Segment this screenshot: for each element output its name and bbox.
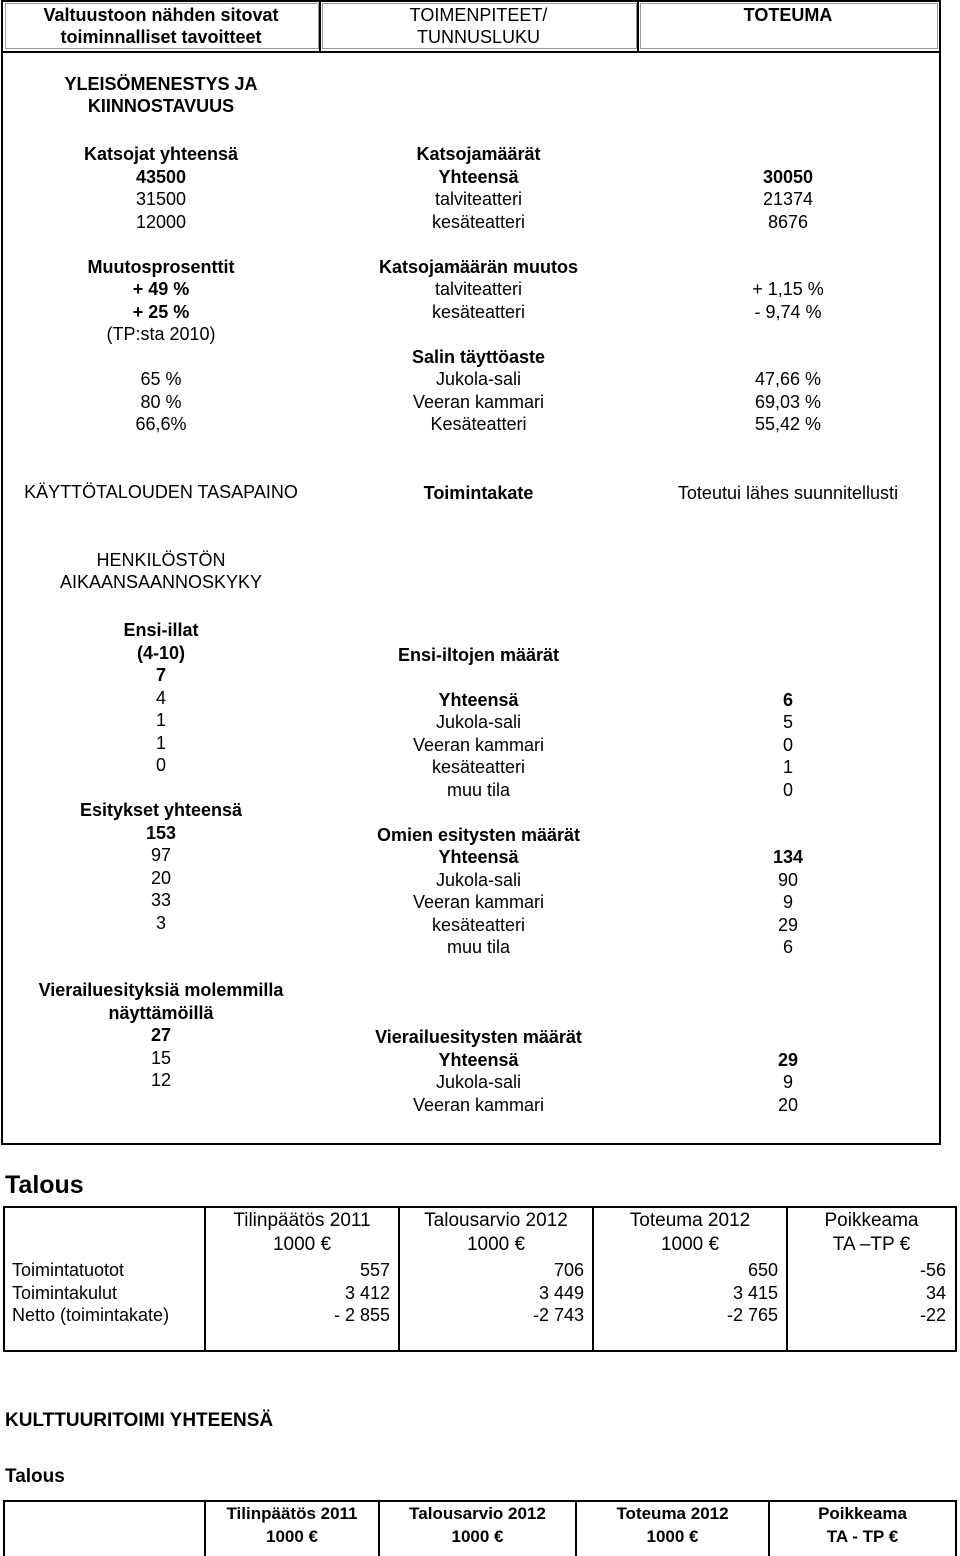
talous-values-col3 <box>594 1259 778 1327</box>
table-border-left <box>1 0 3 1145</box>
text-line <box>640 981 936 1004</box>
henkilosto-col1 <box>5 619 317 1092</box>
text-line: 97 <box>150 845 172 865</box>
kt-table-right <box>955 1500 957 1556</box>
text-line <box>640 824 936 847</box>
text-line <box>322 323 635 346</box>
text-line <box>5 346 317 369</box>
table-cell: - 2 855 <box>333 1305 390 1325</box>
text-line <box>322 1004 635 1027</box>
section-heading-henkilosto: HENKILÖSTÖN AIKAANSAANNOSKYKY <box>59 550 263 592</box>
table-border-top <box>1 0 941 2</box>
text-line: 9 <box>782 1072 793 1092</box>
text-line: 0 <box>782 779 793 800</box>
table-row-label: Netto (toimintakate) <box>12 1305 170 1325</box>
text-line: + 49 % <box>132 279 190 299</box>
kulttuuritoimi-heading: KULTTUURITOIMI YHTEENSÄ <box>5 1410 274 1431</box>
text-line: Katsojamäärät <box>416 144 541 164</box>
text-line: kesäteatteri <box>431 301 526 322</box>
text-line: 33 <box>150 890 172 910</box>
talous-values-col4 <box>788 1259 946 1327</box>
text-line: 12 <box>150 1070 172 1090</box>
text-line: Yhteensä <box>438 1049 519 1070</box>
table-cell: -2 743 <box>532 1305 584 1325</box>
talous-table-top <box>3 1206 957 1208</box>
yleisomenestys-col2 <box>322 143 635 436</box>
text-line: Jukola-sali <box>435 869 522 890</box>
talous-col-header: Toteuma 2012 1000 € <box>629 1210 751 1255</box>
text-line: 8676 <box>767 211 809 232</box>
text-line <box>640 346 936 369</box>
table-cell: 706 <box>553 1260 584 1280</box>
text-line: 29 <box>777 914 799 935</box>
text-line: Vierailuesityksiä molemmilla <box>38 980 284 1000</box>
text-line <box>5 957 317 980</box>
table-cell: 3 415 <box>732 1282 778 1303</box>
talous-col-header: Tilinpäätös 2011 1000 € <box>233 1210 371 1255</box>
text-line: 47,66 % <box>754 369 822 389</box>
text-line <box>640 1026 936 1049</box>
header-col1: Valtuustoon nähden sitovat toiminnalliset tavoitteet <box>43 5 279 47</box>
text-line <box>322 621 635 644</box>
text-line: 69,03 % <box>754 391 822 412</box>
table-cell: 34 <box>925 1282 946 1303</box>
text-line: + 1,15 % <box>752 279 824 299</box>
text-line: 1 <box>782 757 793 777</box>
text-line: Yhteensä <box>438 689 519 710</box>
header-vdivider-2 <box>637 0 639 52</box>
text-line: Ensi-iltojen määrät <box>397 644 560 665</box>
text-line: Kesäteatteri <box>430 414 527 434</box>
text-line <box>640 323 936 346</box>
text-line: 20 <box>777 1094 799 1115</box>
text-line <box>640 233 936 256</box>
text-line: 0 <box>155 755 166 775</box>
text-line: Jukola-sali <box>435 1072 522 1092</box>
text-line: 5 <box>782 712 793 732</box>
text-line <box>322 801 635 824</box>
text-line: Salin täyttöaste <box>411 346 546 367</box>
kulttuuritoimi-talous-heading: Talous <box>5 1466 65 1487</box>
text-line: kesäteatteri <box>431 914 526 935</box>
talous-row-labels <box>12 1259 202 1327</box>
text-line: - 9,74 % <box>754 301 822 322</box>
talous-values-col2 <box>400 1259 584 1327</box>
text-line: Yhteensä <box>438 847 519 867</box>
yleisomenestys-col3 <box>640 143 936 436</box>
text-line: 6 <box>782 689 793 710</box>
text-line: 66,6% <box>135 414 187 434</box>
kayttotalous-label: KÄYTTÖTALOUDEN TASAPAINO <box>24 482 298 502</box>
table-cell: 557 <box>359 1260 390 1280</box>
text-line: 12000 <box>135 211 187 232</box>
talous-table-right <box>955 1206 957 1352</box>
text-line: 0 <box>782 734 793 755</box>
text-line <box>322 666 635 689</box>
section-heading-yleisomenestys: YLEISÖMENESTYS JA KIINNOSTAVUUS <box>64 74 258 116</box>
text-line: 29 <box>777 1049 799 1070</box>
kt-col-header: Toteuma 2012 1000 € <box>616 1504 729 1546</box>
text-line: 3 <box>155 912 166 933</box>
text-line: 1 <box>155 710 166 730</box>
talous-col-header: Poikkeama TA –TP € <box>824 1210 919 1255</box>
text-line: 27 <box>150 1025 172 1045</box>
text-line <box>322 959 635 982</box>
talous-heading: Talous <box>5 1171 84 1199</box>
text-line: kesäteatteri <box>431 757 526 777</box>
text-line: Veeran kammari <box>412 892 545 912</box>
table-cell: -56 <box>919 1260 946 1280</box>
text-line: Veeran kammari <box>412 1094 545 1115</box>
header-col2: TOIMENPITEET/ TUNNUSLUKU <box>409 5 548 47</box>
text-line: 55,42 % <box>754 414 822 434</box>
text-line: Muutosprosenttit <box>87 256 235 277</box>
kt-table-top <box>3 1500 957 1502</box>
text-line: 31500 <box>135 189 187 209</box>
text-line: 21374 <box>762 189 814 209</box>
talous-values-col1 <box>206 1259 390 1327</box>
text-line: 9 <box>782 892 793 912</box>
talous-table-left <box>3 1206 5 1352</box>
text-line: Veeran kammari <box>412 391 545 412</box>
text-line <box>640 143 936 166</box>
table-cell: 3 412 <box>344 1282 390 1303</box>
text-line <box>640 256 936 279</box>
table-border-bottom <box>1 1143 941 1145</box>
text-line: 7 <box>155 665 166 685</box>
table-cell: 650 <box>747 1260 778 1280</box>
text-line: 153 <box>145 822 177 843</box>
text-line <box>5 777 317 800</box>
text-line: Jukola-sali <box>435 369 522 389</box>
text-line: 80 % <box>140 391 182 412</box>
text-line: + 25 % <box>132 301 190 322</box>
henkilosto-col3 <box>640 621 936 1116</box>
talous-table-bottom <box>3 1350 957 1352</box>
table-row-label: Toimintatuotot <box>12 1260 125 1280</box>
table-cell: 3 449 <box>538 1282 584 1303</box>
text-line: Katsojamäärän muutos <box>378 256 579 277</box>
text-line: Vierailuesitysten määrät <box>375 1027 582 1047</box>
text-line <box>640 666 936 689</box>
header-divider <box>1 51 941 53</box>
text-line: 90 <box>777 869 799 890</box>
table-border-right <box>939 0 941 1145</box>
text-line: (4-10) <box>136 642 185 663</box>
text-line <box>640 1004 936 1027</box>
text-line: 43500 <box>135 166 187 187</box>
text-line: Yhteensä <box>438 166 519 187</box>
text-line: Ensi-illat <box>123 620 199 640</box>
text-line: 1 <box>155 732 166 753</box>
text-line: 20 <box>150 867 172 888</box>
text-line: (TP:sta 2010) <box>106 324 216 344</box>
text-line: kesäteatteri <box>431 211 526 232</box>
text-line <box>640 644 936 667</box>
kayttotalous-measure: Toimintakate <box>423 483 534 503</box>
kt-col-header: Poikkeama TA - TP € <box>818 1504 907 1546</box>
text-line <box>5 233 317 256</box>
kayttotalous-result: Toteutui lähes suunnitellusti <box>677 483 899 503</box>
kt-table-left <box>3 1500 5 1556</box>
text-line: 15 <box>150 1047 172 1068</box>
text-line: Esitykset yhteensä <box>79 800 243 820</box>
text-line: 30050 <box>762 166 814 187</box>
text-line: talviteatteri <box>434 279 523 299</box>
henkilosto-col2 <box>322 621 635 1116</box>
text-line <box>640 621 936 644</box>
talous-col-header: Talousarvio 2012 1000 € <box>424 1210 568 1255</box>
text-line: Katsojat yhteensä <box>83 144 239 164</box>
text-line: muu tila <box>446 937 511 957</box>
header-vdivider-1 <box>319 0 321 52</box>
text-line <box>640 959 936 982</box>
text-line: 65 % <box>140 369 182 389</box>
kt-col-header: Tilinpäätös 2011 1000 € <box>226 1504 358 1546</box>
text-line: 134 <box>772 847 804 867</box>
text-line <box>322 233 635 256</box>
text-line: näyttämöillä <box>108 1002 214 1023</box>
text-line: muu tila <box>446 779 511 800</box>
text-line: 6 <box>782 937 793 957</box>
text-line: Omien esitysten määrät <box>376 824 581 845</box>
text-line: talviteatteri <box>434 189 523 209</box>
table-row-label: Toimintakulut <box>12 1282 118 1303</box>
table-cell: -22 <box>919 1305 946 1325</box>
yleisomenestys-col1 <box>5 143 317 436</box>
text-line: Veeran kammari <box>412 734 545 755</box>
text-line <box>322 981 635 1004</box>
kt-col-header: Talousarvio 2012 1000 € <box>409 1504 546 1546</box>
table-cell: -2 765 <box>726 1305 778 1325</box>
header-col3: TOTEUMA <box>743 5 833 25</box>
text-line: Jukola-sali <box>435 712 522 732</box>
text-line <box>5 934 317 957</box>
text-line <box>640 801 936 824</box>
text-line: 4 <box>155 687 166 708</box>
